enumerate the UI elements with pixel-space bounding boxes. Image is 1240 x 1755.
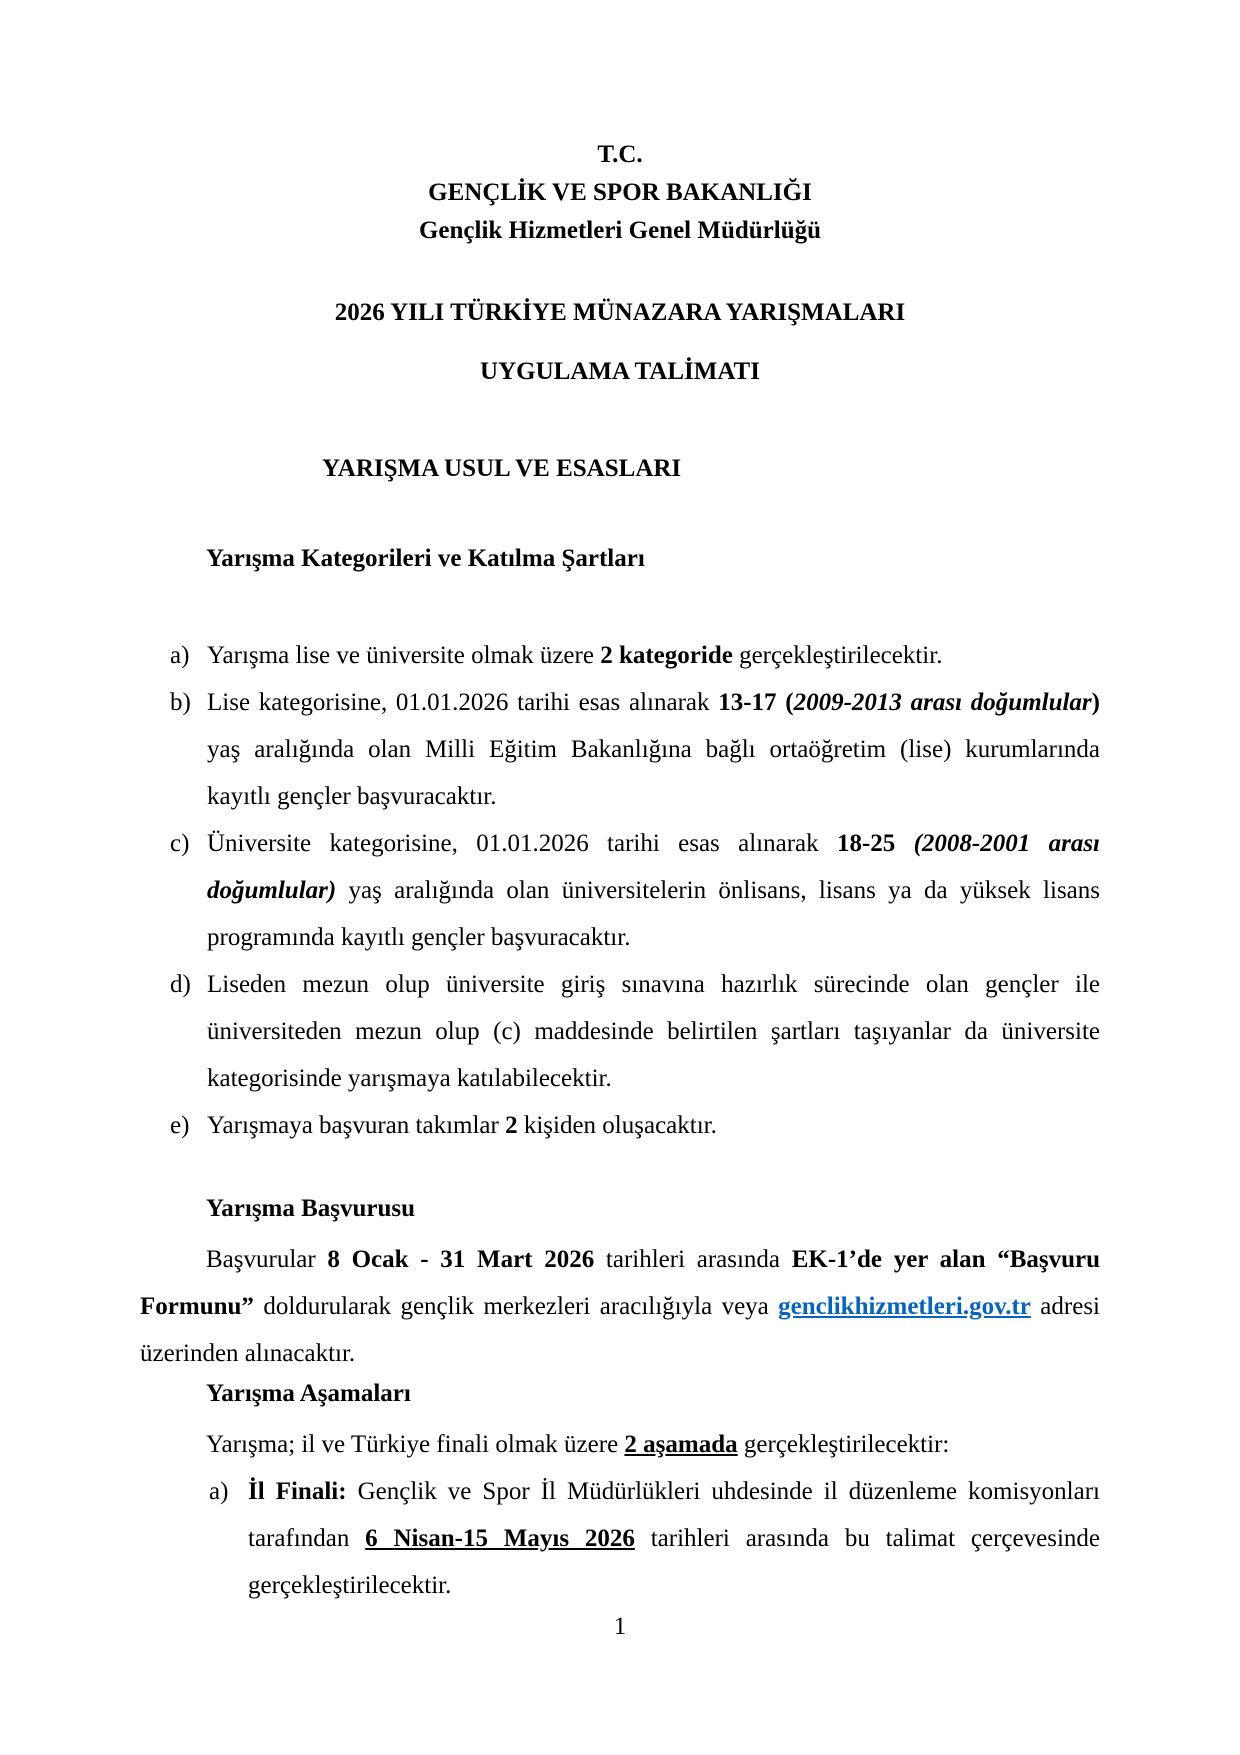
letterhead-ministry: GENÇLİK VE SPOR BAKANLIĞI [428,179,812,206]
list-item-text: Üniversite kategorisine, 01.01.2026 tarihi esas alınarak 18-25 (2008-2001 arası doğumlular) yaş aralığında olan üniversitelerin önlisans, lisans ya da yüksek lisans programında kayıtlı gençler başvuracaktır. [207,830,1100,951]
stages-list [140,1468,1100,1609]
section-title-usul-esaslar: YARIŞMA USUL VE ESASLARI [322,455,682,482]
list-item-a [140,632,1100,679]
page-number: 1 [613,1613,627,1640]
list-marker: d) [170,971,191,998]
heading-application: Yarışma Başvurusu [206,1195,416,1222]
list-marker: a) [209,1478,229,1505]
document-subtitle: UYGULAMA TALİMATI [480,358,760,385]
heading-stages: Yarışma Aşamaları [206,1380,411,1407]
list-item-text: Lise kategorisine, 01.01.2026 tarihi esas alınarak 13-17 (2009-2013 arası doğumlular) yaş aralığında olan Milli Eğitim Bakanlığına bağlı ortaöğretim (lise) kurumlarında kayıtlı gençler başvuracaktır. [207,689,1100,810]
list-marker: c) [170,830,190,857]
document-title: 2026 YILI TÜRKİYE MÜNAZARA YARIŞMALARI [334,299,906,326]
list-marker: e) [170,1112,190,1139]
list-item-d [140,961,1100,1102]
hyperlink-genclikhizmetleri[interactable]: genclikhizmetleri.gov.tr [778,1293,1031,1320]
categories-list [140,632,1100,1149]
list-item-text: Yarışma lise ve üniversite olmak üzere 2 kategoride gerçekleştirilecektir. [207,642,943,669]
list-item-e [140,1102,1100,1149]
list-marker: a) [170,642,190,669]
stage-item-il-finali [140,1468,1100,1609]
list-item-text: Liseden mezun olup üniversite giriş sınavına hazırlık sürecinde olan gençler ile üniversiteden mezun olup (c) maddesinde belirtilen şartları taşıyanlar da üniversite kategorisinde yarışmaya katılabilecektir. [207,971,1100,1092]
letterhead-directorate: Gençlik Hizmetleri Genel Müdürlüğü [418,217,822,244]
heading-categories: Yarışma Kategorileri ve Katılma Şartları [206,545,645,572]
stage-item-text: İl Finali: Gençlik ve Spor İl Müdürlükleri uhdesinde il düzenleme komisyonları tarafından 6 Nisan-15 Mayıs 2026 tarihleri arasında bu talimat çerçevesinde gerçekleştirilecektir. [248,1478,1100,1599]
letterhead [140,136,1100,250]
list-marker: b) [170,689,191,716]
list-item-c [140,820,1100,961]
list-item-text: Yarışmaya başvuran takımlar 2 kişiden oluşacaktır. [207,1112,717,1139]
list-item-b [140,679,1100,820]
letterhead-state: T.C. [597,141,643,168]
application-paragraph: Başvurular 8 Ocak - 31 Mart 2026 tarihleri arasında EK-1’de yer alan “Başvuru Formunu” doldurularak gençlik merkezleri aracılığıyla veya genclikhizmetleri.gov.tr adresi üzerinden alınacaktır. [140,1246,1101,1367]
stages-intro: Yarışma; il ve Türkiye finali olmak üzere 2 aşamada gerçekleştirilecektir: [206,1431,950,1458]
